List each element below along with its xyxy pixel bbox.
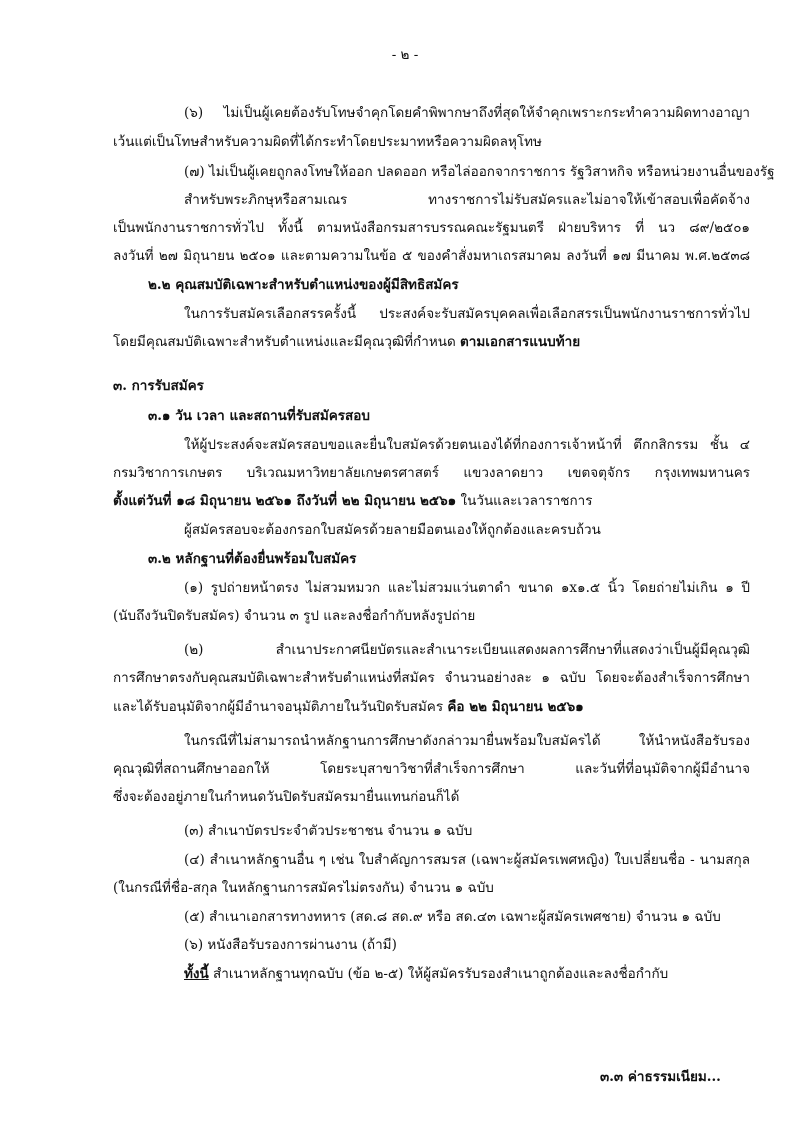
case-line-3: ซึ่งจะต้องอยู่ภายในกำหนดวันปิดรับสมัครมายื่นแทนก่อนก็ได้: [113, 789, 460, 805]
attachment-reference: ตามเอกสารแนบท้าย: [460, 334, 581, 350]
doc-item-3: (๓) สำเนาบัตรประจำตัวประชาชน จำนวน ๑ ฉบับ: [184, 823, 473, 839]
office-hours-text: ในวันและเวลาราชการ: [456, 493, 593, 509]
section-2-2-line-2-text: โดยมีคุณสมบัติเฉพาะสำหรับตำแหน่งและมีคุณวุฒิที่กำหนด: [113, 334, 460, 350]
doc-item-6: (๖) หนังสือรับรองการผ่านงาน (ถ้ามี): [184, 937, 397, 953]
doc-item-1-line-2: (นับถึงวันปิดรับสมัคร) จำนวน ๓ รูป และลงชื่อกำกับหลังรูปถ่าย: [113, 608, 476, 624]
item-7: (๗) ไม่เป็นผู้เคยถูกลงโทษให้ออก ปลดออก หรือไล่ออกจากราชการ รัฐวิสาหกิจ หรือหน่วยงานอื่นของรัฐ: [184, 164, 775, 180]
section-2-2-line-2: [113, 332, 580, 352]
section-3-heading: ๓. การรับสมัคร: [113, 378, 204, 394]
monk-line-3: ลงวันที่ ๒๗ มิถุนายน ๒๕๐๑ และตามความในข้อ ๕ ของคำสั่งมหาเถรสมาคม ลงวันที่ ๑๗ มีนาคม พ.ศ.๒๕๓๘: [113, 248, 750, 264]
section-3-1-heading: ๓.๑ วัน เวลา และสถานที่รับสมัครสอบ: [148, 408, 370, 424]
continuation-footer: ๓.๓ ค่าธรรมเนียม...: [600, 1069, 721, 1085]
section-3-1-line-4: ผู้สมัครสอบจะต้องกรอกใบสมัครด้วยลายมือตนเองให้ถูกต้องและครบถ้วน: [184, 522, 601, 538]
closing-date: คือ ๒๒ มิถุนายน ๒๕๖๑: [447, 699, 584, 715]
section-3-1-line-2: กรมวิชาการเกษตร บริเวณมหาวิทยาลัยเกษตรศาสตร์ แขวงลาดยาว เขตจตุจักร กรุงเทพมหานคร: [113, 465, 750, 481]
doc-item-2-line-3-text: และได้รับอนุมัติจากผู้มีอำนาจอนุมัติภายในวันปิดรับสมัคร: [113, 699, 448, 715]
doc-item-2-line-3: [113, 697, 584, 717]
section-2-2-heading: ๒.๒ คุณสมบัติเฉพาะสำหรับตำแหน่งของผู้มีสิทธิสมัคร: [148, 277, 459, 293]
doc-item-4-line-1: (๔) สำเนาหลักฐานอื่น ๆ เช่น ใบสำคัญการสมรส (เฉพาะผู้สมัครเพศหญิง) ใบเปลี่ยนชื่อ - นามสกุล: [184, 852, 750, 868]
monk-line-1: สำหรับพระภิกษุหรือสามเณร ทางราชการไม่รับสมัครและไม่อาจให้เข้าสอบเพื่อคัดจ้าง: [184, 192, 750, 208]
doc-item-1-line-1: (๑) รูปถ่ายหน้าตรง ไม่สวมหมวก และไม่สวมแว่นตาดำ ขนาด ๑x๑.๕ นิ้ว โดยถ่ายไม่เกิน ๑ ปี: [184, 580, 750, 596]
section-3-1-line-3: [113, 491, 592, 511]
note-text: สำเนาหลักฐานทุกฉบับ (ข้อ ๒-๕) ให้ผู้สมัครรับรองสำเนาถูกต้องและลงชื่อกำกับ: [208, 966, 669, 982]
note-label: ทั้งนี้: [184, 966, 209, 982]
item-6-line-1: (๖) ไม่เป็นผู้เคยต้องรับโทษจำคุกโดยคำพิพากษาถึงที่สุดให้จำคุกเพราะกระทำความผิดทางอาญา: [184, 105, 750, 121]
monk-line-2: เป็นพนักงานราชการทั่วไป ทั้งนี้ ตามหนังสือกรมสารบรรณคณะรัฐมนตรี ฝ่ายบริหาร ที่ นว ๘๙/๒๕๐๑: [113, 220, 750, 236]
section-2-2-line-1: ในการรับสมัครเลือกสรรครั้งนี้ ประสงค์จะรับสมัครบุคคลเพื่อเลือกสรรเป็นพนักงานราชการทั่วไป: [184, 306, 750, 322]
doc-item-5: (๕) สำเนาเอกสารทางทหาร (สด.๘ สด.๙ หรือ สด.๔๓ เฉพาะผู้สมัครเพศชาย) จำนวน ๑ ฉบับ: [184, 909, 721, 925]
case-line-1: ในกรณีที่ไม่สามารถนำหลักฐานการศึกษาดังกล่าวมายื่นพร้อมใบสมัครได้ ให้นำหนังสือรับรอง: [184, 733, 750, 749]
doc-item-2-line-1: (๒) สำเนาประกาศนียบัตรและสำเนาระเบียนแสดงผลการศึกษาที่แสดงว่าเป็นผู้มีคุณวุฒิ: [184, 642, 750, 658]
certification-note: [184, 964, 668, 984]
section-3-2-heading: ๓.๒ หลักฐานที่ต้องยื่นพร้อมใบสมัคร: [148, 551, 357, 567]
item-6-line-2: เว้นแต่เป็นโทษสำหรับความผิดที่ได้กระทำโดยประมาทหรือความผิดลหุโทษ: [113, 134, 542, 150]
section-3-1-line-1: ให้ผู้ประสงค์จะสมัครสอบขอและยื่นใบสมัครด้วยตนเองได้ที่กองการเจ้าหน้าที่ ตึกกสิกรรม ชั้น ๔: [184, 437, 750, 453]
case-line-2: คุณวุฒิที่สถานศึกษาออกให้ โดยระบุสาขาวิชาที่สำเร็จการศึกษา และวันที่ที่อนุมัติจากผู้มีอำนาจ: [113, 761, 750, 777]
doc-item-4-line-2: (ในกรณีที่ชื่อ-สกุล ในหลักฐานการสมัครไม่ตรงกัน) จำนวน ๑ ฉบับ: [113, 880, 494, 896]
doc-item-2-line-2: การศึกษาตรงกับคุณสมบัติเฉพาะสำหรับตำแหน่งที่สมัคร จำนวนอย่างละ ๑ ฉบับ โดยจะต้องสำเร็จการศึกษา: [113, 670, 750, 686]
page-number: - ๒ -: [391, 47, 419, 63]
application-period: ตั้งแต่วันที่ ๑๘ มิถุนายน ๒๕๖๑ ถึงวันที่ ๒๒ มิถุนายน ๒๕๖๑: [113, 493, 457, 509]
